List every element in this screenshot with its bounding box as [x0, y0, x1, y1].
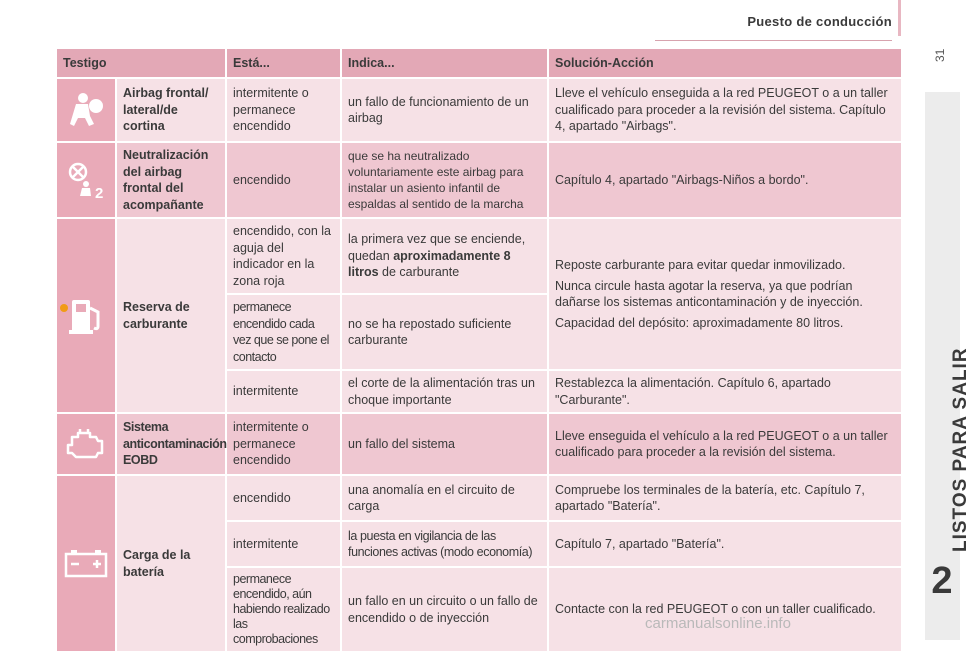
header-accent-bar: [898, 0, 901, 36]
table-row: [57, 219, 903, 293]
page-header-title: Puesto de conducción: [747, 14, 892, 29]
fuel-pump-icon: [57, 219, 117, 412]
page-number: 31: [933, 48, 947, 62]
column-header-testigo: Testigo: [57, 49, 227, 77]
solucion-cell: Contacte con la red PEUGEOT o con un taller cualificado.: [549, 568, 903, 651]
indicator-name: Sistema anticontaminación EOBD: [117, 414, 227, 474]
chapter-number: 2: [931, 560, 953, 602]
column-header-esta: Está...: [227, 49, 342, 77]
esta-cell: encendido, con la aguja del indicador en la zona roja: [227, 219, 342, 293]
solucion-cell: Lleve enseguida el vehículo a la red PEUGEOT o a un taller cualificado para proceder a la revisión del sistema.: [549, 414, 903, 474]
esta-cell: intermitente: [227, 371, 342, 412]
solucion-cell: Compruebe los terminales de la batería, etc. Capítulo 7, apartado "Batería".: [549, 476, 903, 520]
esta-cell: intermitente: [227, 522, 342, 566]
esta-cell: permanece encendido, aún habiendo realizado las comprobaciones: [227, 568, 342, 651]
indicator-name: Reserva de carburante: [117, 219, 227, 412]
column-header-indica: Indica...: [342, 49, 549, 77]
indica-cell: el corte de la alimentación tras un choque importante: [342, 371, 549, 412]
solucion-cell: [549, 219, 903, 369]
indicator-name: Carga de la batería: [117, 476, 227, 651]
indica-text-post: de carburante: [378, 265, 460, 280]
esta-cell: encendido: [227, 476, 342, 520]
indica-text-bold: aproximadamente 8 litros: [348, 248, 511, 280]
table-row: [57, 79, 903, 141]
esta-cell: intermitente o permanece encendido: [227, 79, 342, 141]
solucion-paragraph: Reposte carburante para evitar quedar inmovilizado.: [555, 258, 846, 272]
indica-text-pre: la primera vez que se enciende, quedan: [348, 232, 526, 263]
airbag-icon: [57, 79, 117, 141]
solucion-cell: Capítulo 7, apartado "Batería".: [549, 522, 903, 566]
table-row: [57, 414, 903, 474]
svg-text:2: 2: [95, 185, 104, 202]
solucion-cell: Capítulo 4, apartado "Airbags-Niños a bordo".: [549, 143, 903, 217]
indica-cell: no se ha repostado suficiente carburante: [342, 295, 549, 369]
indica-cell: un fallo de funcionamiento de un airbag: [342, 79, 549, 141]
indica-cell: un fallo en un circuito o un fallo de encendido o de inyección: [342, 568, 549, 651]
orange-indicator-dot: [60, 304, 68, 312]
solucion-paragraph: Nunca circule hasta agotar la reserva, ya que podrían dañarse los sistemas anticontaminación y de inyección.: [555, 278, 863, 309]
esta-cell: intermitente o permanece encendido: [227, 414, 342, 474]
esta-cell: encendido: [227, 143, 342, 217]
table-row: [57, 476, 903, 520]
chapter-label: LISTOS PARA SALIR: [950, 347, 971, 552]
indica-cell: la puesta en vigilancia de las funciones activas (modo economía): [342, 522, 549, 566]
indica-cell: [342, 219, 549, 293]
table-header-row: [57, 49, 903, 77]
indicator-name: Neutralización del airbag frontal del acompañante: [117, 143, 227, 217]
indica-cell: una anomalía en el circuito de carga: [342, 476, 549, 520]
esta-cell: permanece encendido cada vez que se pone el contacto: [227, 295, 342, 369]
header-divider: [655, 40, 892, 41]
passenger-airbag-off-icon: [57, 143, 117, 217]
engine-check-icon: [57, 414, 117, 474]
solucion-paragraph: Capacidad del depósito: aproximadamente 80 litros.: [555, 315, 844, 330]
battery-icon: [57, 476, 117, 651]
watermark: carmanualsonline.info: [645, 615, 791, 632]
table-row: [57, 143, 903, 217]
indicator-name: Airbag frontal/ lateral/de cortina: [117, 79, 227, 141]
column-header-solucion: Solución-Acción: [549, 49, 903, 77]
solucion-cell: Lleve el vehículo enseguida a la red PEUGEOT o a un taller cualificado para proceder a la revisión del sistema. Capítulo 4, apartado "Airbags".: [549, 79, 903, 141]
indica-cell: que se ha neutralizado voluntariamente este airbag para instalar un asiento infantil de espaldas al sentido de la marcha: [342, 143, 549, 217]
warning-lights-table: [57, 47, 903, 653]
indica-cell: un fallo del sistema: [342, 414, 549, 474]
solucion-cell: Restablezca la alimentación. Capítulo 6, apartado "Carburante".: [549, 371, 903, 412]
